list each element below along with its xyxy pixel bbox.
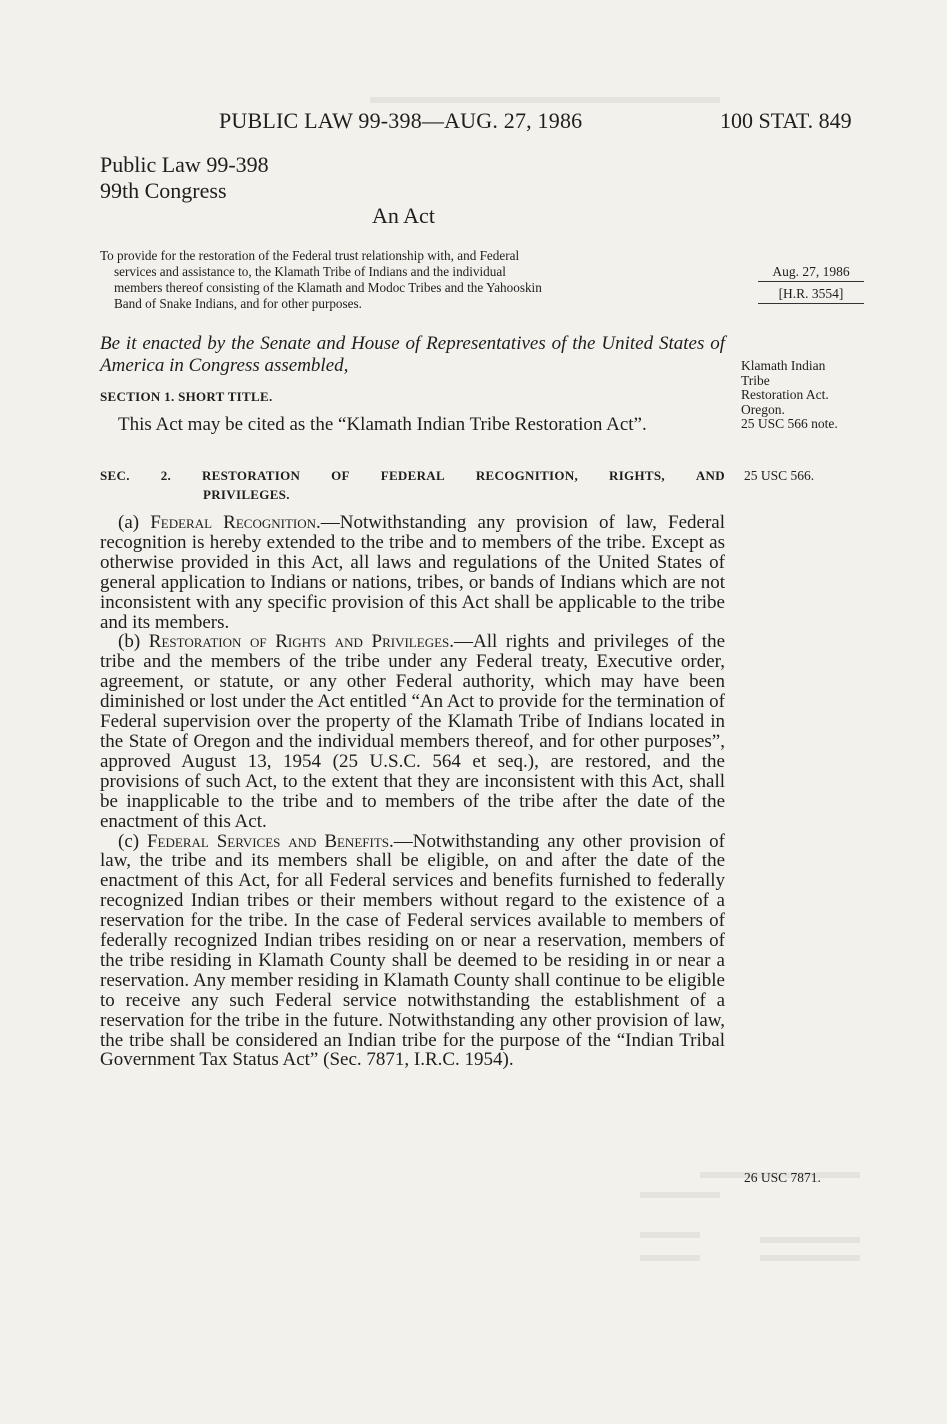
heading-word: AND — [695, 468, 725, 483]
margin-line: Restoration Act. — [741, 387, 829, 402]
public-law-number: Public Law 99-398 — [100, 152, 269, 177]
margin-line: 25 USC 566 note. — [741, 416, 838, 431]
heading-word: RIGHTS, — [609, 468, 665, 483]
subsection-text: —Notwithstanding any other provision of law, the tribe and its members shall be eligible, on and after the date of the enactment of this Act, for all Federal services and benefits furnished to federally recognized Indian tribes or their members without regard to the existence of a reservation for the tribe. In the case of Federal services available to members of federally recognized Indian tribes residing on or near a reservation, members of the tribe residing in Klamath County shall be deemed to be residing in or near a reservation. Any member residing in Klamath County shall continue to be eligible to receive any such Federal service notwithstanding the establishment of a reservation for the tribe in the future. Notwithstanding any other provision of law, the tribe shall be considered an Indian tribe for the purpose of the “Indian Tribal Government Tax Status Act” (Sec. 7871, I.R.C. 1954). — [100, 830, 726, 1071]
section-2-body — [100, 513, 725, 1070]
margin-short-title-note — [741, 359, 871, 432]
long-title — [100, 248, 725, 312]
heading-word: SEC. — [100, 468, 130, 483]
long-title-line: services and assistance to, the Klamath Tribe of Indians and the individual — [114, 264, 506, 279]
section-2-heading-continuation: PRIVILEGES. — [203, 487, 290, 502]
section-2-heading — [100, 466, 725, 504]
margin-usc-566: 25 USC 566. — [744, 468, 815, 483]
margin-bill-number: [H.R. 3554] — [758, 286, 864, 304]
subsection-c — [100, 832, 725, 1071]
subsection-label: (b) — [118, 631, 141, 653]
margin-usc-7871: 26 USC 7871. — [744, 1170, 821, 1185]
subsection-heading: Restoration of Rights and Privileges. — [148, 631, 455, 653]
section-1-text: This Act may be cited as the “Klamath Indian Tribe Restoration Act”. — [118, 414, 647, 435]
stat-page-number: 100 STAT. 849 — [720, 108, 852, 133]
margin-date: Aug. 27, 1986 — [758, 264, 864, 282]
subsection-label: (a) — [118, 512, 140, 533]
heading-word: RECOGNITION, — [475, 468, 579, 483]
long-title-line: To provide for the restoration of the Federal trust relationship with, and Federal — [100, 248, 520, 263]
section-2-heading-line — [100, 466, 725, 485]
heading-word: FEDERAL — [380, 468, 445, 483]
subsection-text: —All rights and privileges of the tribe and the members of the tribe under any Federal treaty, Executive order, agreement, or statute, or any other Federal authority, which may have been diminished or lost under the Act entitled “An Act to provide for the termination of Federal supervision over the property of the Klamath Tribe of Indians located in the State of Oregon and the individual members thereof, and for other purposes”, approved August 13, 1954 (25 U.S.C. 564 et seq.), are restored, and the provisions of such Act, to the extent that they are inconsistent with this Act, shall be inapplicable to the tribe and to members of the tribe after the date of the enactment of this Act. — [100, 631, 726, 832]
congress-number: 99th Congress — [100, 178, 227, 203]
long-title-line: Band of Snake Indians, and for other purposes. — [114, 296, 362, 311]
public-law-designation — [100, 152, 269, 204]
subsection-a — [100, 513, 725, 632]
subsection-heading: Federal Services and Benefits. — [146, 830, 394, 852]
heading-word: OF — [331, 468, 350, 483]
act-label: An Act — [372, 203, 435, 228]
subsection-text: —Notwithstanding any provision of law, Federal recognition is hereby extended to the tribe and to members of the tribe. Except as otherwise provided in this Act, all laws and regulations of the United States of general application to Indians or nations, tribes, or bands of Indians which are not inconsistent with any specific provision of this Act shall be applicable to the tribe and its members. — [100, 512, 726, 633]
heading-word: 2. — [160, 468, 172, 483]
margin-line: Oregon. — [741, 401, 785, 417]
margin-line: Klamath Indian — [741, 358, 826, 373]
subsection-heading: Federal Recognition. — [150, 512, 321, 533]
running-head: PUBLIC LAW 99-398—AUG. 27, 1986 — [219, 108, 583, 133]
section-1-heading: SECTION 1. SHORT TITLE. — [100, 389, 273, 404]
margin-line: Tribe — [741, 372, 770, 388]
heading-word: RESTORATION — [201, 468, 301, 483]
long-title-line: members thereof consisting of the Klamath and Modoc Tribes and the Yahooskin — [114, 280, 542, 295]
subsection-label: (c) — [118, 830, 140, 852]
margin-enactment-date — [758, 264, 864, 304]
subsection-b — [100, 632, 725, 831]
enacting-clause: Be it enacted by the Senate and House of Representatives of the United States of America in Congress assembled, — [100, 333, 725, 376]
